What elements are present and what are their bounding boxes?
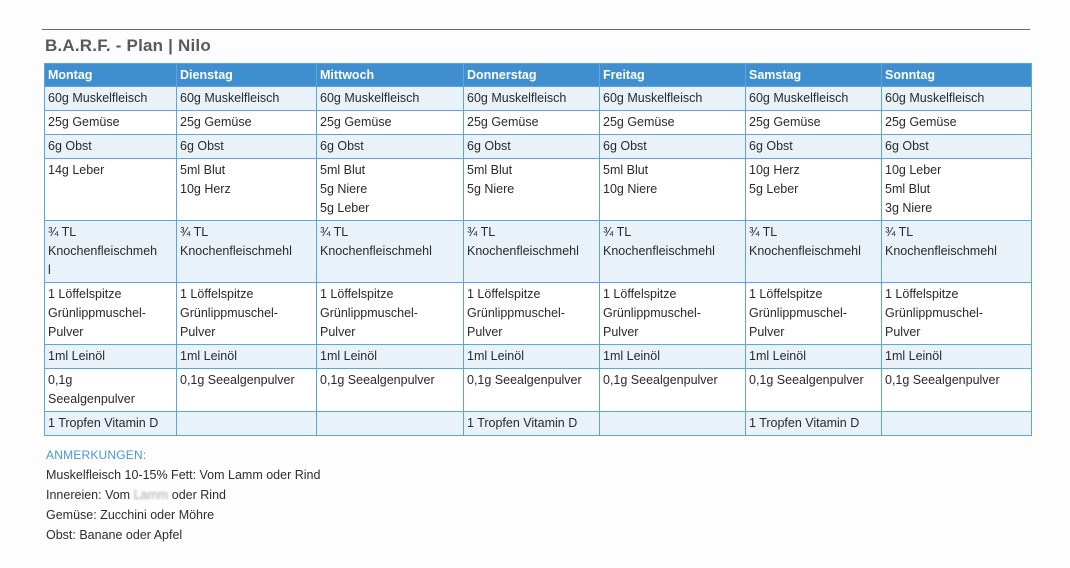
cell-text: 0,1g xyxy=(48,373,73,387)
cell-text: 5ml Blut xyxy=(320,163,366,177)
cell-text: 1 Löffelspitze xyxy=(320,287,394,301)
table-cell xyxy=(464,221,600,283)
cell-text: 60g Muskelfleisch xyxy=(749,91,849,105)
cell-text: Pulver xyxy=(603,325,639,339)
table-cell xyxy=(464,111,600,135)
day-header-donnerstag: Donnerstag xyxy=(464,64,600,87)
cell-text: 1 Tropfen Vitamin D xyxy=(749,416,860,430)
table-cell xyxy=(464,345,600,369)
cell-text: 1ml Leinöl xyxy=(885,349,942,363)
cell-text: 6g Obst xyxy=(467,139,511,153)
day-header-freitag: Freitag xyxy=(600,64,746,87)
page-title: B.A.R.F. - Plan | Nilo xyxy=(45,36,211,55)
cell-text: 60g Muskelfleisch xyxy=(885,91,985,105)
table-row xyxy=(45,87,1032,111)
table-body xyxy=(45,87,1032,436)
cell-text: Grünlippmuschel- xyxy=(749,306,847,320)
cell-text: 5g Niere xyxy=(320,182,368,196)
cell-text: 60g Muskelfleisch xyxy=(320,91,420,105)
table-cell xyxy=(45,111,177,135)
cell-text: Knochenfleischmehl xyxy=(467,244,579,258)
cell-text: Pulver xyxy=(749,325,785,339)
table-row xyxy=(45,221,1032,283)
table-cell xyxy=(317,221,464,283)
table-cell xyxy=(746,111,882,135)
table-cell xyxy=(600,221,746,283)
cell-text: Pulver xyxy=(885,325,921,339)
table-cell xyxy=(45,283,177,345)
table-cell xyxy=(464,159,600,221)
table-cell xyxy=(317,159,464,221)
cell-text: 10g Leber xyxy=(885,163,942,177)
cell-text: 25g Gemüse xyxy=(467,115,539,129)
note-gemuese: Gemüse: Zucchini oder Möhre xyxy=(46,508,215,522)
cell-text: 1 Löffelspitze xyxy=(180,287,254,301)
cell-text: 6g Obst xyxy=(180,139,224,153)
cell-text: 1ml Leinöl xyxy=(180,349,237,363)
table-cell xyxy=(177,159,317,221)
table-row xyxy=(45,111,1032,135)
cell-text: Grünlippmuschel- xyxy=(467,306,565,320)
cell-text: 1ml Leinöl xyxy=(48,349,105,363)
table-cell xyxy=(177,221,317,283)
cell-text: 25g Gemüse xyxy=(320,115,392,129)
cell-text: 60g Muskelfleisch xyxy=(180,91,280,105)
table-cell xyxy=(882,283,1032,345)
cell-text: Seealgenpulver xyxy=(48,392,135,406)
cell-text: ¾ TL xyxy=(467,225,496,239)
note-obst: Obst: Banane oder Apfel xyxy=(46,528,183,542)
cell-text: 5ml Blut xyxy=(467,163,513,177)
cell-text: 10g Niere xyxy=(603,182,658,196)
cell-text: Knochenfleischmehl xyxy=(180,244,292,258)
cell-text: 25g Gemüse xyxy=(180,115,252,129)
cell-text: 5g Niere xyxy=(467,182,515,196)
table-cell xyxy=(45,159,177,221)
cell-text: ¾ TL xyxy=(885,225,914,239)
table-cell xyxy=(177,283,317,345)
table-cell xyxy=(746,87,882,111)
table-cell xyxy=(882,221,1032,283)
table-cell xyxy=(746,369,882,412)
table-cell xyxy=(882,111,1032,135)
cell-text: Grünlippmuschel- xyxy=(603,306,701,320)
cell-text: 25g Gemüse xyxy=(603,115,675,129)
cell-text: 0,1g Seealgenpulver xyxy=(320,373,435,387)
table-cell xyxy=(600,345,746,369)
notes-heading: ANMERKUNGEN: xyxy=(46,448,147,462)
table-header-row xyxy=(45,64,1032,87)
cell-text: Grünlippmuschel- xyxy=(320,306,418,320)
table-cell xyxy=(464,369,600,412)
table-cell xyxy=(45,221,177,283)
table-cell xyxy=(177,345,317,369)
cell-text: 0,1g Seealgenpulver xyxy=(885,373,1000,387)
table-cell xyxy=(45,412,177,436)
table-cell xyxy=(464,135,600,159)
table-cell xyxy=(317,111,464,135)
cell-text: 10g Herz xyxy=(749,163,800,177)
cell-text: 60g Muskelfleisch xyxy=(467,91,567,105)
cell-text: 0,1g Seealgenpulver xyxy=(467,373,582,387)
cell-text: 60g Muskelfleisch xyxy=(48,91,148,105)
table-cell xyxy=(882,135,1032,159)
day-header-samstag: Samstag xyxy=(746,64,882,87)
cell-text: 6g Obst xyxy=(885,139,929,153)
day-header-dienstag: Dienstag xyxy=(177,64,317,87)
table-cell xyxy=(600,159,746,221)
cell-text: Grünlippmuschel- xyxy=(885,306,983,320)
cell-text: 6g Obst xyxy=(48,139,92,153)
cell-text: 25g Gemüse xyxy=(885,115,957,129)
cell-text: 5g Leber xyxy=(320,201,370,215)
cell-text: 1ml Leinöl xyxy=(467,349,524,363)
table-cell xyxy=(45,87,177,111)
cell-text: Pulver xyxy=(180,325,216,339)
cell-text: 1 Löffelspitze xyxy=(603,287,677,301)
table-cell xyxy=(600,412,746,436)
cell-text: 0,1g Seealgenpulver xyxy=(603,373,718,387)
cell-text: 14g Leber xyxy=(48,163,105,177)
cell-text: 5ml Blut xyxy=(885,182,931,196)
table-cell xyxy=(600,283,746,345)
cell-text: 6g Obst xyxy=(749,139,793,153)
table-cell xyxy=(317,283,464,345)
cell-text: Pulver xyxy=(320,325,356,339)
table-row xyxy=(45,283,1032,345)
table-cell xyxy=(177,369,317,412)
cell-text: Knochenfleischmehl xyxy=(603,244,715,258)
table-cell xyxy=(45,369,177,412)
cell-text: 1ml Leinöl xyxy=(320,349,377,363)
table-cell xyxy=(45,345,177,369)
cell-text: 1ml Leinöl xyxy=(749,349,806,363)
cell-text: ¾ TL xyxy=(320,225,349,239)
cell-text: Knochenfleischmehl xyxy=(320,244,432,258)
note-innereien-redacted: Lamm xyxy=(133,488,169,502)
table-cell xyxy=(317,369,464,412)
table-row xyxy=(45,345,1032,369)
table-row xyxy=(45,159,1032,221)
table-cell xyxy=(177,135,317,159)
cell-text: ¾ TL xyxy=(749,225,778,239)
table-cell xyxy=(177,412,317,436)
cell-text: Pulver xyxy=(467,325,503,339)
cell-text: 60g Muskelfleisch xyxy=(603,91,703,105)
note-innereien-suffix: oder Rind xyxy=(168,488,226,502)
table-cell xyxy=(317,87,464,111)
table-cell xyxy=(464,87,600,111)
table-cell xyxy=(177,87,317,111)
table-cell xyxy=(317,135,464,159)
cell-text: Pulver xyxy=(48,325,84,339)
table-cell xyxy=(600,111,746,135)
cell-text: Knochenfleischmehl xyxy=(885,244,997,258)
table-cell xyxy=(746,412,882,436)
cell-text: Grünlippmuschel- xyxy=(48,306,146,320)
cell-text: l xyxy=(48,263,51,277)
table-row xyxy=(45,412,1032,436)
table-cell xyxy=(882,412,1032,436)
cell-text: Grünlippmuschel- xyxy=(180,306,278,320)
table-row xyxy=(45,135,1032,159)
cell-text: 1 Tropfen Vitamin D xyxy=(467,416,578,430)
cell-text: 1 Löffelspitze xyxy=(749,287,823,301)
table-cell xyxy=(746,283,882,345)
cell-text: 5g Leber xyxy=(749,182,799,196)
table-cell xyxy=(317,412,464,436)
cell-text: 6g Obst xyxy=(603,139,647,153)
cell-text: Knochenfleischmehl xyxy=(749,244,861,258)
cell-text: 0,1g Seealgenpulver xyxy=(180,373,295,387)
table-cell xyxy=(746,135,882,159)
cell-text: 0,1g Seealgenpulver xyxy=(749,373,864,387)
cell-text: ¾ TL xyxy=(48,225,77,239)
top-divider xyxy=(42,29,1030,30)
note-muskelfleisch: Muskelfleisch 10-15% Fett: Vom Lamm oder Rind xyxy=(46,468,321,482)
note-innereien xyxy=(46,485,320,505)
table-cell xyxy=(600,369,746,412)
cell-text: 5ml Blut xyxy=(180,163,226,177)
table-row xyxy=(45,369,1032,412)
table-cell xyxy=(317,345,464,369)
table-cell xyxy=(882,159,1032,221)
cell-text: 1 Löffelspitze xyxy=(467,287,541,301)
table-cell xyxy=(746,221,882,283)
cell-text: ¾ TL xyxy=(180,225,209,239)
cell-text: 3g Niere xyxy=(885,201,933,215)
table-cell xyxy=(882,87,1032,111)
cell-text: 5ml Blut xyxy=(603,163,649,177)
table-cell xyxy=(177,111,317,135)
cell-text: 1ml Leinöl xyxy=(603,349,660,363)
table-cell xyxy=(600,87,746,111)
table-cell xyxy=(746,159,882,221)
cell-text: Knochenfleischmeh xyxy=(48,244,158,258)
cell-text: 25g Gemüse xyxy=(48,115,120,129)
table-cell xyxy=(882,345,1032,369)
table-cell xyxy=(746,345,882,369)
day-header-mittwoch: Mittwoch xyxy=(317,64,464,87)
cell-text: 1 Löffelspitze xyxy=(48,287,122,301)
cell-text: 10g Herz xyxy=(180,182,231,196)
cell-text: 1 Löffelspitze xyxy=(885,287,959,301)
table-cell xyxy=(600,135,746,159)
table-cell xyxy=(464,283,600,345)
cell-text: ¾ TL xyxy=(603,225,632,239)
table-cell xyxy=(882,369,1032,412)
meal-plan-table xyxy=(44,63,1032,436)
table-cell xyxy=(45,135,177,159)
day-header-montag: Montag xyxy=(45,64,177,87)
table-cell xyxy=(464,412,600,436)
cell-text: 25g Gemüse xyxy=(749,115,821,129)
day-header-sonntag: Sonntag xyxy=(882,64,1032,87)
cell-text: 1 Tropfen Vitamin D xyxy=(48,416,159,430)
note-innereien-prefix: Innereien: Vom xyxy=(46,488,134,502)
cell-text: 6g Obst xyxy=(320,139,364,153)
notes-section xyxy=(46,445,320,545)
